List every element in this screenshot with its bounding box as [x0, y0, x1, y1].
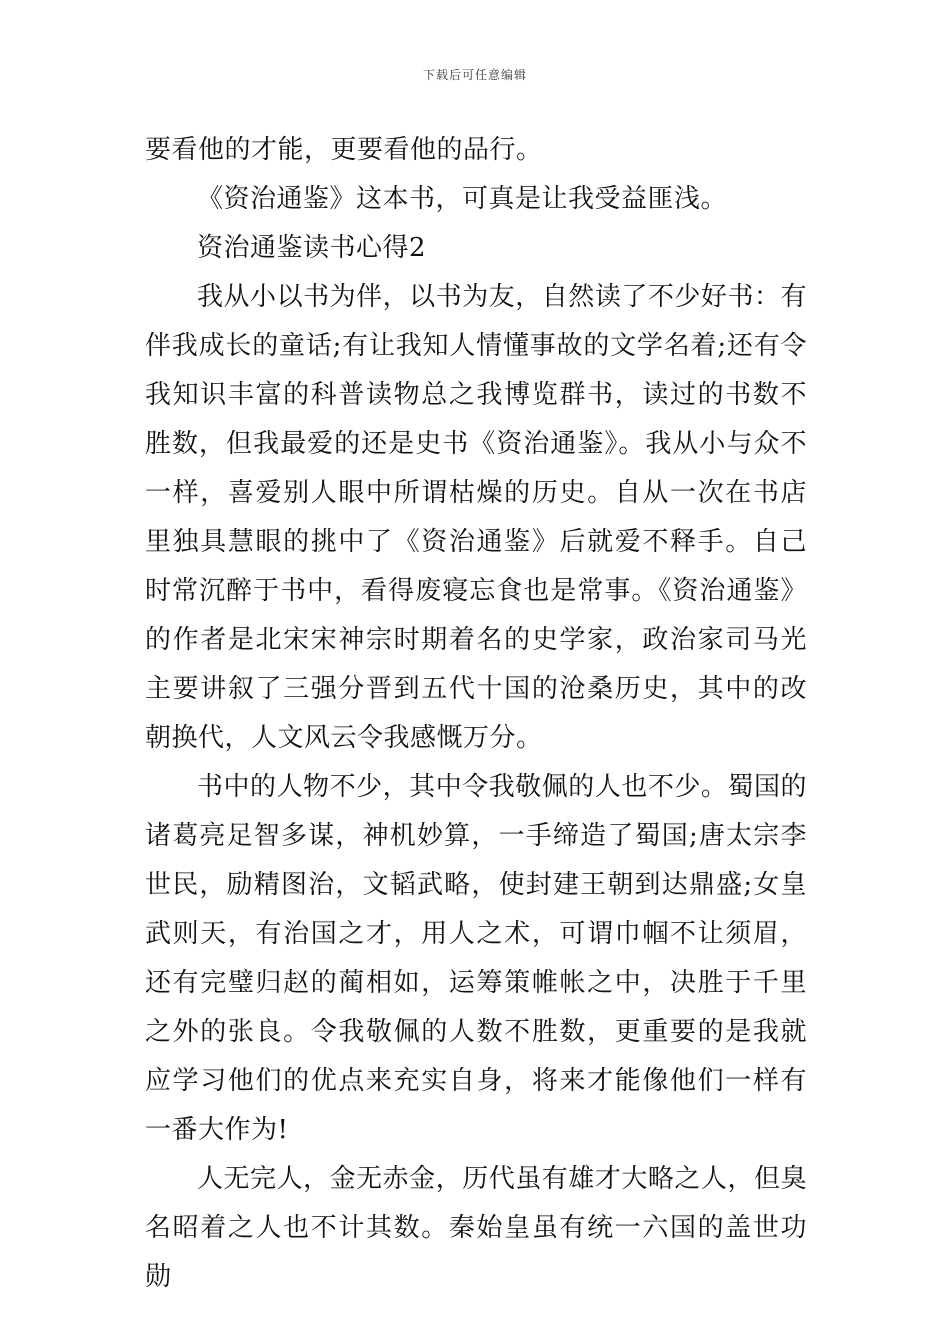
- paragraph: 《资治通鉴》这本书，可真是让我受益匪浅。: [197, 184, 728, 214]
- section-title: 资治通鉴读书心得2: [197, 233, 427, 263]
- document-body: [145, 126, 807, 1302]
- paragraph: 人无完人，金无赤金，历代虽有雄才大略之人，但臭名昭着之人也不计其数。秦始皇虽有统一六国的盖世功勋: [145, 1164, 807, 1292]
- paragraph: 要看他的才能，更要看他的品行。: [145, 135, 543, 165]
- page-header: 下载后可任意编辑: [422, 68, 527, 82]
- paragraph: 我从小以书为伴，以书为友，自然读了不少好书：有伴我成长的童话;有让我知人情懂事故的文学名着;还有令我知识丰富的科普读物总之我博览群书，读过的书数不胜数，但我最爱的还是史书《资治通鉴》。我从小与众不一样，喜爱别人眼中所谓枯燥的历史。自从一次在书店里独具慧眼的挑中了《资治通鉴》后就爱不释手。自己时常沉醉于书中，看得废寝忘食也是常事。《资治通鉴》的作者是北宋宋神宗时期着名的史学家，政治家司马光主要讲叙了三强分晋到五代十国的沧桑历史，其中的改朝换代，人文风云令我感慨万分。: [145, 282, 807, 753]
- paragraph: 书中的人物不少，其中令我敬佩的人也不少。蜀国的诸葛亮足智多谋，神机妙算，一手缔造了蜀国;唐太宗李世民，励精图治，文韬武略，使封建王朝到达鼎盛;女皇武则天，有治国之才，用人之术，可谓巾帼不让须眉，还有完璧归赵的蔺相如，运筹策帷帐之中，决胜于千里之外的张良。令我敬佩的人数不胜数，更重要的是我就应学习他们的优点来充实自身，将来才能像他们一样有一番大作为!: [145, 772, 807, 1145]
